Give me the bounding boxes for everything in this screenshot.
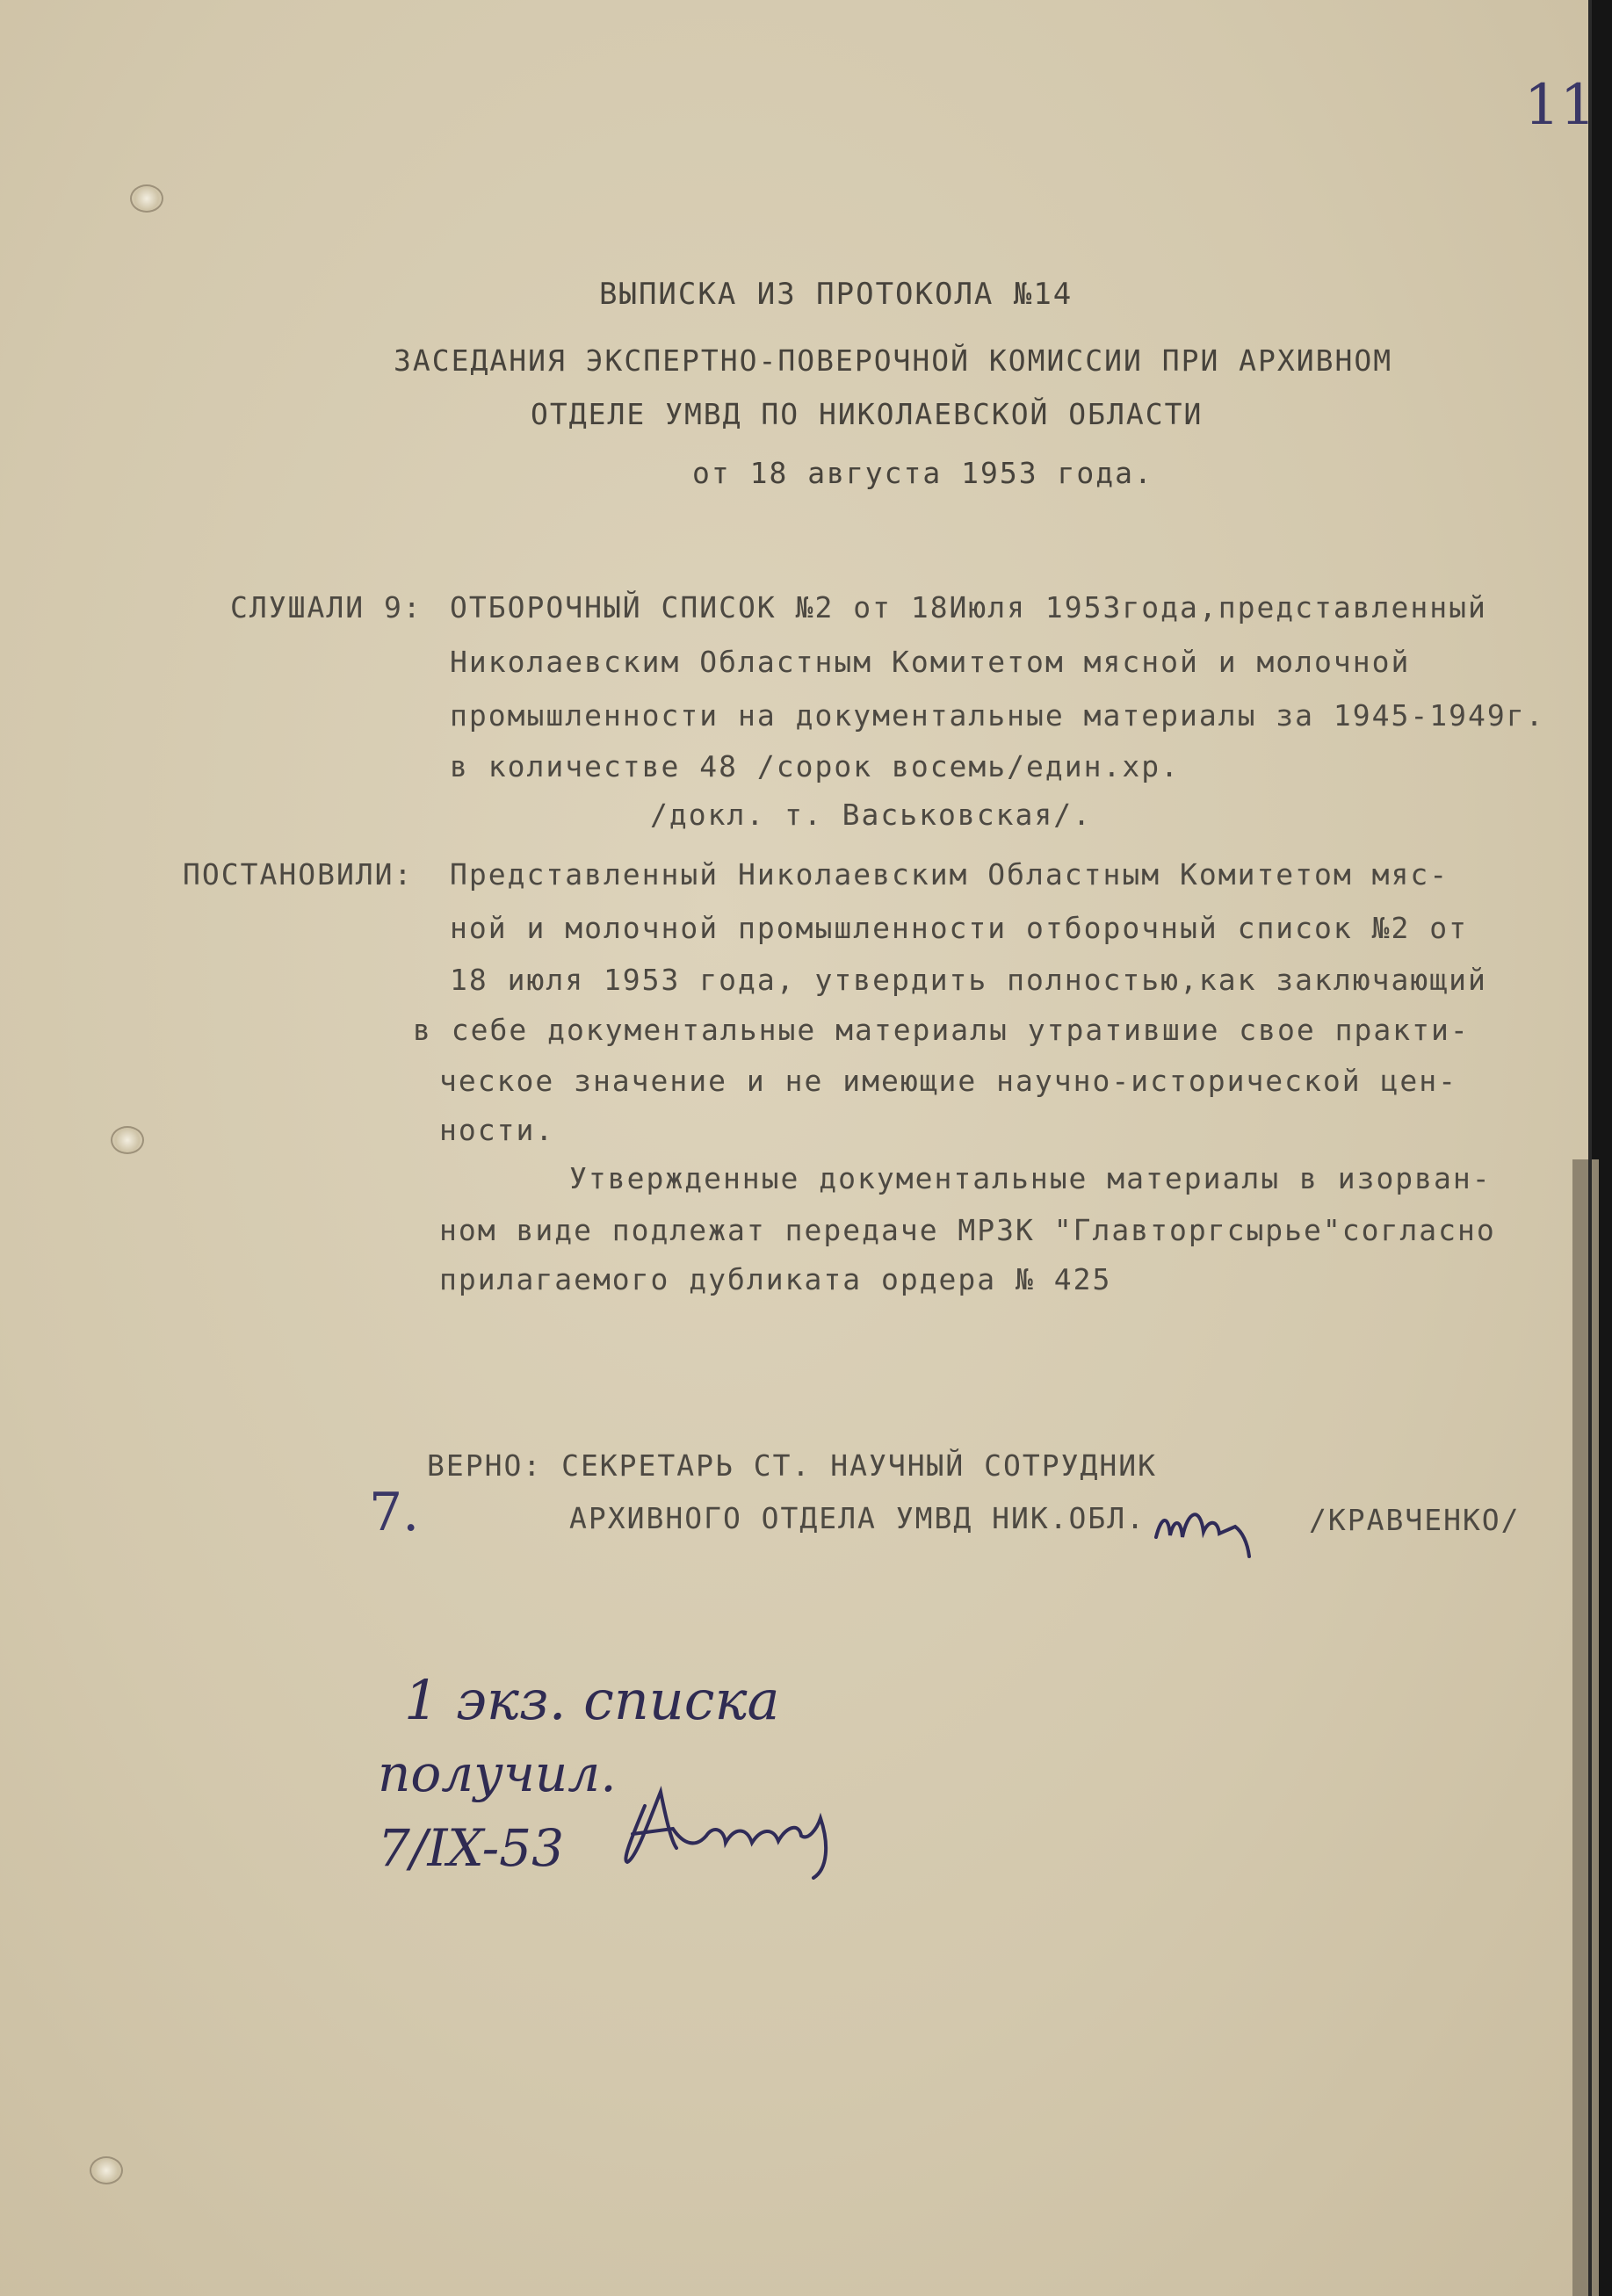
heard-line: в количестве 48 /сорок восемь/един.хр. [450,749,1180,783]
handwritten-note-date: 7/IX-53 [378,1818,564,1878]
heard-line: /докл. т. Васьковская/. [650,798,1092,832]
resolved-line: ном виде подлежат передаче МРЗК "Главторгсырье"согласно [439,1213,1496,1247]
heard-line: промышленности на документальные материалы за 1945-1949г. [450,698,1545,733]
document-title: ВЫПИСКА ИЗ ПРОТОКОЛА №14 [599,277,1073,312]
resolved-line: в себе документальные материалы утратившие свое практи- [413,1013,1470,1047]
underlying-sheet-edge [1572,1159,1599,2296]
resolved-line: Представленный Николаевским Областным Комитетом мяс- [450,857,1449,892]
header-line-2: ЗАСЕДАНИЯ ЭКСПЕРТНО-ПОВЕРОЧНОЙ КОМИССИИ ПРИ АРХИВНОМ [394,343,1393,378]
resolved-line: ности. [439,1113,555,1147]
heard-label: СЛУШАЛИ 9: [230,590,423,625]
verified-line-1: ВЕРНО: СЕКРЕТАРЬ СТ. НАУЧНЫЙ СОТРУДНИК [427,1448,1157,1483]
margin-mark: 7. [369,1482,420,1543]
page-number: 11 [1524,73,1596,138]
heard-line: ОТБОРОЧНЫЙ СПИСОК №2 от 18Июля 1953года,представленный [450,590,1487,625]
resolved-line: Утвержденные документальные материалы в изорван- [569,1161,1492,1195]
heard-line: Николаевским Областным Комитетом мясной и молочной [450,645,1411,679]
sheet-edge-shadow [1588,0,1592,2296]
header-date: от 18 августа 1953 года. [692,456,1153,490]
resolved-line: ческое значение и не имеющие научно-исторической цен- [439,1064,1457,1098]
punch-hole-bottom [90,2156,123,2184]
header-line-3: ОТДЕЛЕ УМВД ПО НИКОЛАЕВСКОЙ ОБЛАСТИ [531,397,1204,431]
verified-name: /КРАВЧЕНКО/ [1309,1503,1521,1537]
resolved-line: 18 июля 1953 года, утвердить полностью,как заключающий [450,963,1487,997]
secretary-signature [1151,1484,1265,1563]
handwritten-note-line-2: получил. [378,1744,617,1803]
punch-hole-top [130,184,163,213]
resolved-line: прилагаемого дубликата ордера № 425 [439,1262,1112,1296]
handwritten-note-line-1: 1 экз. списка [404,1668,780,1732]
recipient-signature [615,1757,843,1880]
verified-line-2: АРХИВНОГО ОТДЕЛА УМВД НИК.ОБЛ. [569,1501,1146,1535]
resolved-label: ПОСТАНОВИЛИ: [183,857,414,892]
resolved-line: ной и молочной промышленности отборочный список №2 от [450,911,1468,945]
punch-hole-middle [111,1126,144,1154]
